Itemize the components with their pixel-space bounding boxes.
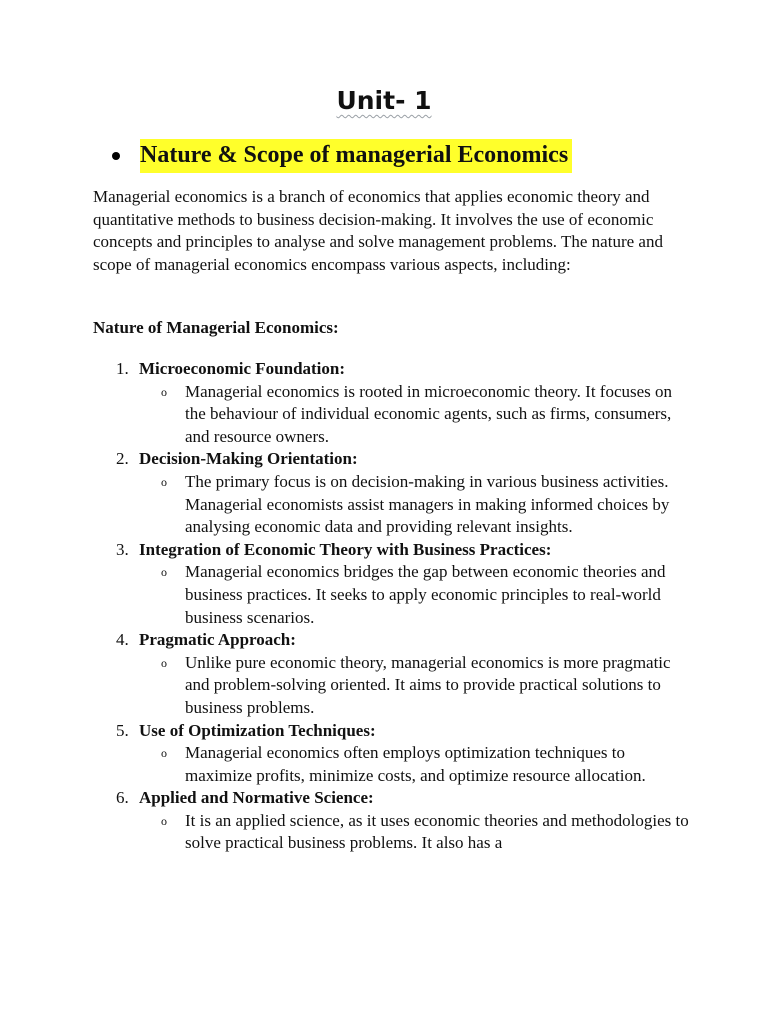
list-item-heading — [93, 448, 693, 471]
hollow-bullet-icon: o — [161, 655, 167, 670]
bullet-icon — [112, 152, 120, 160]
list-item — [93, 720, 693, 788]
intro-paragraph-block — [93, 186, 693, 276]
list-item-title: Microeconomic Foundation: — [139, 359, 346, 378]
sub-bullet-text: It is an applied science, as it uses economic theories and methodologies to solve practical business problems. It also has a — [185, 810, 689, 853]
list-item — [93, 358, 693, 448]
sub-bullet-text: The primary focus is on decision-making in various business activities. Managerial economists assist managers in making informed choices by analysing economic data and providing relevant insights. — [185, 471, 670, 537]
sub-bullet — [93, 652, 693, 720]
list-item-heading — [93, 787, 693, 810]
list-item-number: 6. — [116, 788, 129, 808]
hollow-bullet-icon: o — [161, 565, 167, 580]
list-item — [93, 448, 693, 538]
nature-list — [93, 358, 693, 855]
hollow-bullet-icon: o — [161, 384, 167, 399]
section-heading: Nature of Managerial Economics: — [93, 318, 339, 337]
sub-bullet — [93, 561, 693, 629]
hollow-bullet-icon: o — [161, 746, 167, 761]
list-item-title: Decision-Making Orientation: — [139, 449, 358, 469]
list-item-number: 2. — [116, 449, 129, 469]
sub-bullet-text: Managerial economics is rooted in microeconomic theory. It focuses on the behaviour of individual economic agents, such as firms, consumers, and resource owners. — [185, 381, 673, 446]
sub-bullet — [93, 471, 693, 539]
hollow-bullet-icon: o — [161, 813, 167, 828]
list-item-number: 1. — [116, 359, 129, 378]
sub-bullet-text: Managerial economics bridges the gap between economic theories and business practices. It seeks to apply economic principles to real-world business scenarios. — [185, 562, 666, 627]
list-item-number: 3. — [116, 539, 129, 559]
list-item-title: Use of Optimization Techniques: — [139, 720, 376, 740]
list-item-heading — [93, 539, 693, 562]
sub-bullet — [93, 742, 693, 787]
list-item — [93, 787, 693, 855]
list-item-number: 5. — [116, 720, 129, 740]
sub-bullet-text: Unlike pure economic theory, managerial economics is more pragmatic and problem-solving oriented. It aims to provide practical solutions to business problems. — [185, 652, 671, 717]
sub-bullet-text: Managerial economics often employs optimization techniques to maximize profits, minimize costs, and optimize resource allocation. — [185, 743, 646, 785]
list-item — [93, 629, 693, 719]
hollow-bullet-icon: o — [161, 474, 167, 489]
unit-title — [0, 86, 768, 115]
list-item-title: Applied and Normative Science: — [139, 788, 374, 808]
main-heading-row — [112, 139, 572, 173]
list-item-title: Integration of Economic Theory with Business Practices: — [139, 539, 552, 559]
list-item-heading — [93, 720, 693, 743]
sub-bullet — [93, 381, 693, 449]
list-item-title: Pragmatic Approach: — [139, 630, 296, 650]
list-item-heading — [93, 629, 693, 652]
list-item-number: 4. — [116, 630, 129, 650]
intro-paragraph: Managerial economics is a branch of economics that applies economic theory and quantitative methods to business decision-making. It involves the use of economic concepts and principles to analyse and solve management problems. The nature and scope of managerial economics encompass various aspects, including: — [93, 187, 663, 274]
list-item — [93, 539, 693, 629]
unit-title-text: Unit- 1 — [336, 86, 432, 115]
sub-bullet — [93, 810, 693, 855]
list-item-heading — [93, 358, 693, 381]
main-heading: Nature & Scope of managerial Economics — [140, 139, 572, 173]
